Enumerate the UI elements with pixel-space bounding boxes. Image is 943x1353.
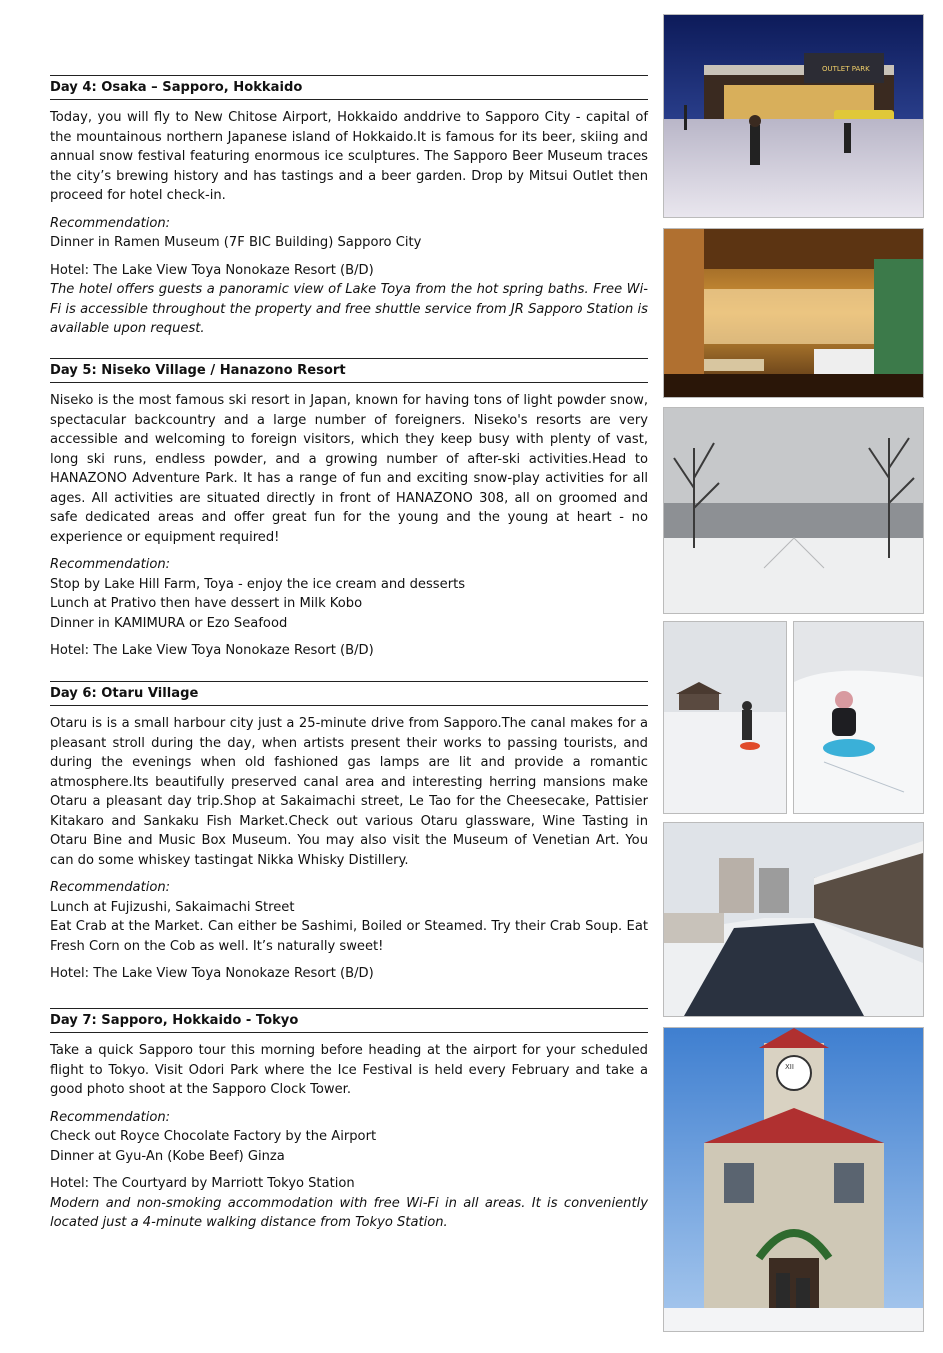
recommendation-label: Recommendation: (50, 215, 171, 231)
recommendation-item: Dinner in Ramen Museum (7F BIC Building) Sapporo City (50, 235, 422, 250)
recommendation-item: Dinner at Gyu-An (Kobe Beef) Ginza (50, 1148, 285, 1164)
day-heading: Day 7: Sapporo, Hokkaido - Tokyo (50, 1008, 648, 1033)
recommendation-item: Lunch at Fujizushi, Sakaimachi Street (50, 899, 295, 915)
day-description: Today, you will fly to New Chitose Airport, Hokkaido anddrive to Sapporo City - capital of the mountainous northern Japanese island of Hokkaido.It is famous for its beer, skiing and annual snow festival featuring enormous ice sculptures. The Sapporo Beer Museum traces the city’s brewing history and has tastings and a beer garden. Drop by Mitsui Outlet then proceed for hotel check-in. (50, 110, 648, 203)
recommendation-block (50, 878, 648, 956)
snow-slide-photo-right (793, 621, 924, 814)
hotel-line: Hotel: The Lake View Toya Nonokaze Resort (B/D) (50, 262, 374, 278)
day-description: Niseko is the most famous ski resort in Japan, known for having tons of light powder snow, spectacular backcountry and a large number of foreigners. Niseko's resorts are very accessible and welcoming to foreign visitors, which they keep busy with plenty of vast, long ski runs, endless powder, and a growing number of after-ski activities.Head to HANAZONO Adventure Park. It has a range of fun and exciting snow-play activities for all ages. All activities are situated directly in front of HANAZONO 308, all on groomed and safe dedicated areas and offer great fun for the young and the young at heart - no experience or equipment required! (50, 393, 648, 545)
hotel-line: Hotel: The Lake View Toya Nonokaze Resort (B/D) (50, 643, 374, 658)
outlet-mall-photo (663, 14, 924, 218)
day-heading: Day 4: Osaka – Sapporo, Hokkaido (50, 75, 648, 100)
recommendation-block (50, 1108, 648, 1167)
day-5-section (50, 358, 648, 661)
recommendation-item: Eat Crab at the Market. Can either be Sashimi, Boiled or Steamed. Try their Crab Soup. Eat Fresh Corn on the Cob as well. It’s naturally sweet! (50, 919, 648, 954)
hotel-lobby-photo (663, 228, 924, 398)
recommendation-label: Recommendation: (50, 880, 171, 895)
hotel-line: Hotel: The Courtyard by Marriott Tokyo Station (50, 1176, 355, 1191)
day-heading: Day 5: Niseko Village / Hanazono Resort (50, 358, 648, 383)
day-description: Take a quick Sapporo tour this morning before heading at the airport for your scheduled flight to Tokyo. Visit Odori Park where the Ice Festival is held every February and take a good photo shoot at the Sapporo Clock Tower. (50, 1043, 648, 1097)
recommendation-item: Lunch at Prativo then have dessert in Milk Kobo (50, 596, 363, 611)
otaru-canal-photo (663, 822, 924, 1017)
snow-slide-photo-left (663, 621, 787, 814)
hotel-note: The hotel offers guests a panoramic view of Lake Toya from the hot spring baths. Free Wi-Fi is accessible throughout the property and free shuttle service from JR Sapporo Station is available upon request. (50, 282, 648, 336)
day-description: Otaru is is a small harbour city just a 25-minute drive from Sapporo.The canal makes for a pleasant stroll during the day, when artists present their works to passing tourists, and during the evenings when old fashioned gas lamps are lit and provide a romantic atmosphere.Its beautifully preserved canal area and interesting herring mansions make Otaru a pleasant day trip.Shop at Sakaimachi street, Le Tao for the Cheesecake, Pattisier Kitakaro and Sankaku Fish Market.Check out various Otaru glassware, Wine Tasting in Otaru Bine and Music Box Museum. You may also visit the Museum of Venetian Art. You can do some whiskey tastingat Nikka Whisky Distillery. (50, 716, 648, 868)
hotel-note: Modern and non-smoking accommodation with free Wi-Fi in all areas. It is conveniently located just a 4-minute walking distance from Tokyo Station. (50, 1195, 648, 1230)
recommendation-block (50, 214, 648, 253)
day-heading: Day 6: Otaru Village (50, 681, 648, 706)
clock-tower-photo (663, 1027, 924, 1332)
snowy-lake-photo (663, 407, 924, 614)
day-6-section (50, 681, 648, 984)
recommendation-block (50, 555, 648, 633)
day-4-section (50, 75, 648, 339)
clock-numeral: XII (785, 1063, 794, 1071)
day-7-section (50, 1008, 648, 1233)
outlet-sign: OUTLET PARK (822, 65, 870, 73)
recommendation-item: Stop by Lake Hill Farm, Toya - enjoy the ice cream and desserts (50, 576, 466, 592)
hotel-line: Hotel: The Lake View Toya Nonokaze Resort (B/D) (50, 966, 374, 981)
recommendation-item: Dinner in KAMIMURA or Ezo Seafood (50, 615, 288, 631)
recommendation-label: Recommendation: (50, 1109, 171, 1125)
recommendation-label: Recommendation: (50, 557, 171, 572)
recommendation-item: Check out Royce Chocolate Factory by the Airport (50, 1129, 377, 1144)
